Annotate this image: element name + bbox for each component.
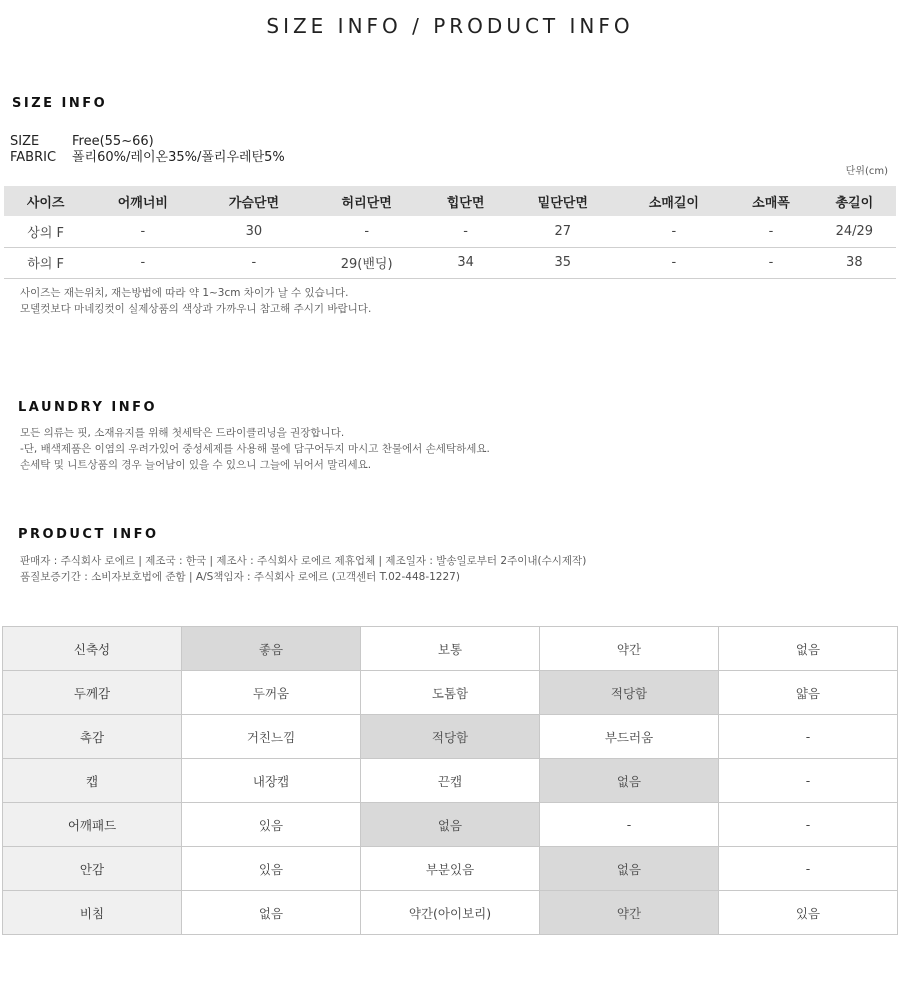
table-cell: - [618,216,729,247]
attribute-option: 거친느낌 [182,715,361,759]
attribute-row [3,803,898,847]
attribute-option: 있음 [182,847,361,891]
size-table-header [4,186,896,216]
attribute-option: - [540,803,719,847]
table-cell: 29(밴딩) [309,247,424,278]
attribute-option: 없음 [361,803,540,847]
table-cell: 35 [507,247,618,278]
attribute-option: - [719,803,898,847]
table-cell: - [618,247,729,278]
product-info-heading: PRODUCT INFO [18,527,159,542]
attribute-option: 적당함 [361,715,540,759]
attribute-option: 있음 [719,891,898,935]
column-header: 가슴단면 [198,186,309,216]
attribute-row [3,891,898,935]
column-header: 허리단면 [309,186,424,216]
table-cell: 24/29 [813,216,896,247]
attribute-option: - [719,759,898,803]
table-row [4,216,896,247]
attribute-option: 약간 [540,627,719,671]
attribute-row [3,715,898,759]
size-spec [10,134,154,150]
attribute-option: 끈캡 [361,759,540,803]
size-info-heading: SIZE INFO [12,96,108,111]
size-label: SIZE [10,134,40,149]
attribute-option: 보통 [361,627,540,671]
attribute-option: 좋음 [182,627,361,671]
table-cell: 하의 F [4,247,87,278]
table-cell: - [198,247,309,278]
table-cell: - [87,247,198,278]
table-cell: - [729,216,812,247]
note-line: 품질보증기간 : 소비자보호법에 준함 | A/S책임자 : 주식회사 로에르 (고객센터 T.02-448-1227) [20,571,460,583]
attribute-option: 도톰함 [361,671,540,715]
page-title: SIZE INFO / PRODUCT INFO [266,14,634,38]
column-header: 밑단단면 [507,186,618,216]
attribute-option: 약간(아이보리) [361,891,540,935]
fabric-value: 폴리60%/레이온35%/폴리우레탄5% [72,150,285,165]
note-line: 손세탁 및 니트상품의 경우 늘어남이 있을 수 있으니 그늘에 뉘어서 말리세요. [20,459,372,471]
note-line: 모든 의류는 핏, 소재유지를 위해 첫세탁은 드라이클리닝을 권장합니다. [20,427,345,439]
fabric-label: FABRIC [10,150,57,165]
size-value: Free(55~66) [72,134,154,149]
fabric-spec [10,150,285,166]
table-cell: - [729,247,812,278]
product-notes [20,553,586,585]
table-cell: 상의 F [4,216,87,247]
size-notes [20,285,371,317]
laundry-notes [20,425,490,473]
attribute-option: 있음 [182,803,361,847]
attribute-option: 부드러움 [540,715,719,759]
table-cell: - [87,216,198,247]
attribute-label: 어깨패드 [3,803,182,847]
attribute-label: 두께감 [3,671,182,715]
attribute-row [3,671,898,715]
column-header: 사이즈 [4,186,87,216]
note-line: 판매자 : 주식회사 로에르 | 제조국 : 한국 | 제조사 : 주식회사 로에르 제휴업체 | 제조일자 : 발송일로부터 2주이내(수시제작) [20,555,587,567]
fabric-attribute-table [2,626,898,935]
attribute-option: 두꺼움 [182,671,361,715]
attribute-row [3,627,898,671]
column-header: 힙단면 [424,186,507,216]
attribute-row [3,759,898,803]
attribute-label: 촉감 [3,715,182,759]
table-cell: 34 [424,247,507,278]
table-cell: - [424,216,507,247]
attribute-label: 안감 [3,847,182,891]
column-header: 소매길이 [618,186,729,216]
table-cell: 27 [507,216,618,247]
size-table [4,186,896,279]
attribute-option: 없음 [719,627,898,671]
column-header: 소매폭 [729,186,812,216]
note-line: 사이즈는 재는위치, 재는방법에 따라 약 1~3cm 차이가 날 수 있습니다. [20,287,349,299]
attribute-option: 없음 [540,759,719,803]
attribute-label: 비침 [3,891,182,935]
attribute-option: 얇음 [719,671,898,715]
attribute-option: 적당함 [540,671,719,715]
note-line: 모델컷보다 마네킹컷이 실제상품의 색상과 가까우니 참고해 주시기 바랍니다. [20,303,372,315]
attribute-option: 부분있음 [361,847,540,891]
laundry-info-heading: LAUNDRY INFO [18,400,158,415]
attribute-option: - [719,847,898,891]
attribute-row [3,847,898,891]
attribute-option: - [719,715,898,759]
unit-label: 단위(cm) [845,166,888,177]
attribute-label: 신축성 [3,627,182,671]
attribute-option: 내장캡 [182,759,361,803]
table-cell: - [309,216,424,247]
attribute-option: 없음 [540,847,719,891]
table-cell: 38 [813,247,896,278]
column-header: 총길이 [813,186,896,216]
attribute-option: 없음 [182,891,361,935]
note-line: -단, 배색제품은 이염의 우려가있어 중성세제를 사용해 물에 담구어두지 마시고 찬물에서 손세탁하세요. [20,443,490,455]
attribute-option: 약간 [540,891,719,935]
attribute-label: 캡 [3,759,182,803]
table-row [4,247,896,278]
table-cell: 30 [198,216,309,247]
column-header: 어깨너비 [87,186,198,216]
